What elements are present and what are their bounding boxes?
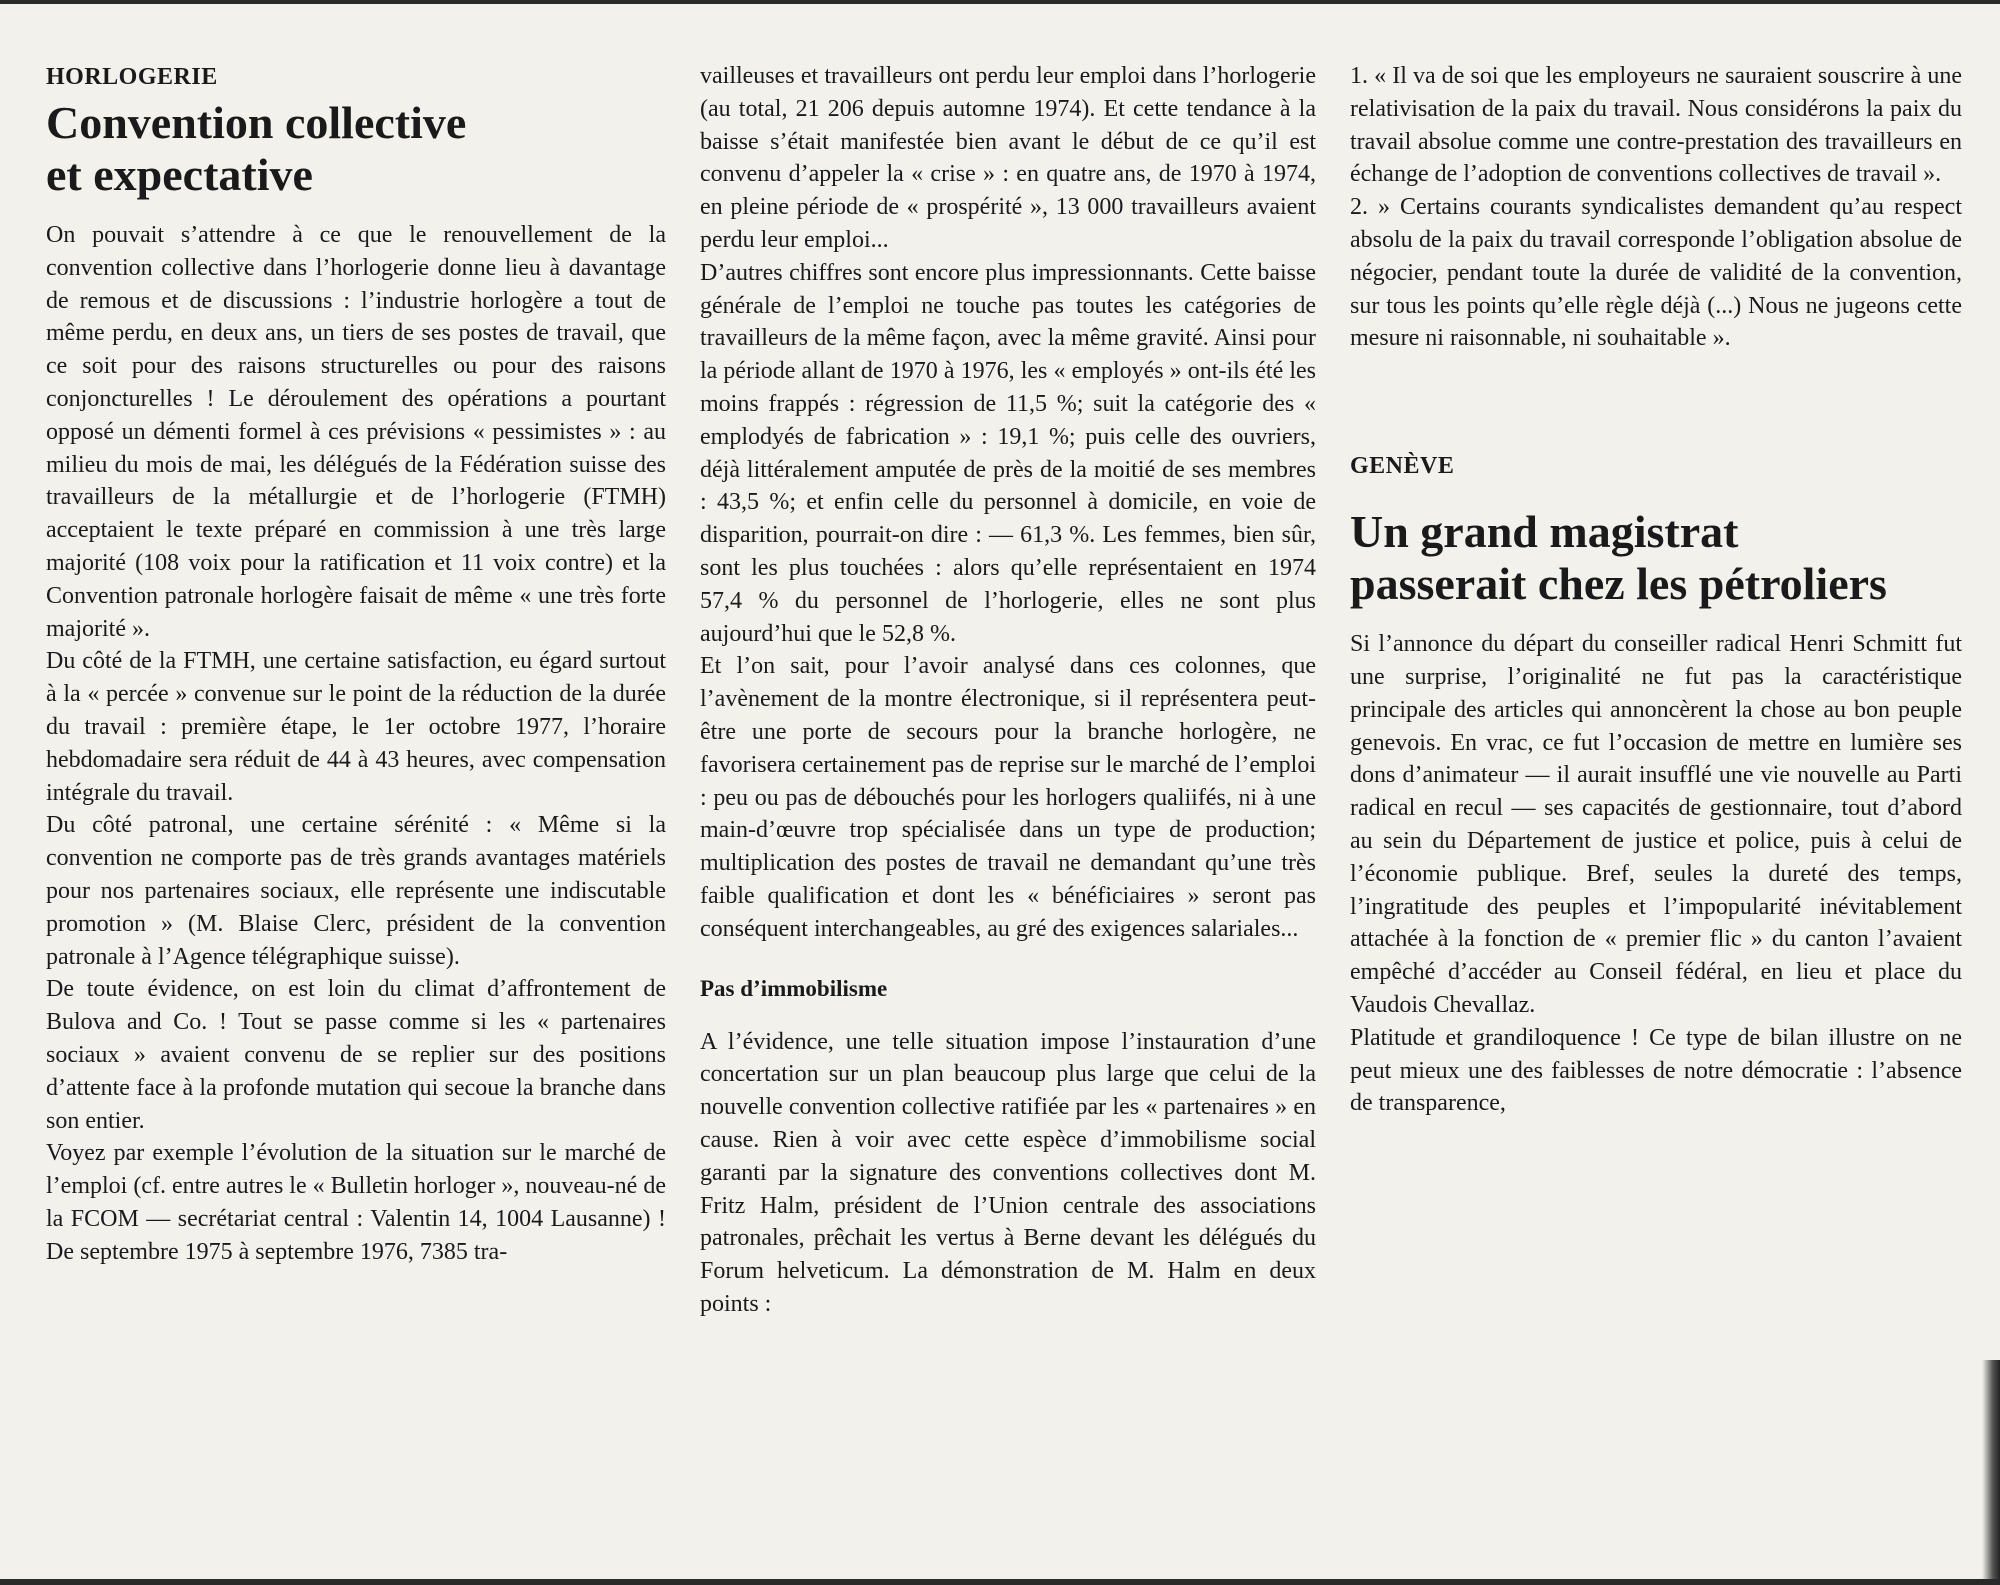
article1-paragraph: D’autres chiffres sont encore plus impressionnants. Cette baisse générale de l’emploi ne touche pas toutes les catégories de travailleurs de la même façon, avec la même gravité. Ainsi pour la période allant de 1970 à 1976, les « employés » ont-ils été les moins frappés : régression de 11,5 %; suit la catégorie des « emplodyés de fabrication » : 19,1 %; puis celle des ouvriers, déjà littéralement amputée de près de la moitié de ses membres : 43,5 %; et enfin celle du personnel à domicile, en voie de disparition, pourrait-on dire : — 61,3 %. Les femmes, bien sûr, sont les plus touchées : alors qu’elle représentaient en 1974 57,4 % du personnel de l’horlogerie, elles ne sont plus aujourd’hui que le 52,8 %. [700, 259, 1316, 647]
binding-shadow [1982, 1360, 2000, 1585]
article1-title-line1: Convention collective [46, 97, 467, 148]
article1-paragraph: Du côté de la FTMH, une certaine satisfaction, eu égard surtout à la « percée » convenue sur le point de la réduction de la durée du travail : première étape, le 1er octobre 1977, l’horaire hebdomadaire sera réduit de 44 à 43 heures, avec compensation intégrale du travail. [46, 648, 666, 806]
article1-headline [46, 97, 666, 201]
spacer [1350, 355, 1962, 449]
article1-title-line2: et expectative [46, 149, 313, 200]
top-rule [0, 0, 2000, 4]
article1-paragraph: On pouvait s’attendre à ce que le renouvellement de la convention collective dans l’horlogerie donne lieu à davantage de remous et de discussions : l’industrie horlogère a tout de même perdu, en deux ans, un tiers de ses postes de travail, que ce soit pour des raisons structurelles ou pour des raisons conjoncturelles ! Le déroulement des opérations a pourtant opposé un démenti formel à ces prévisions « pessimistes » : au milieu du mois de mai, les délégués de la Fédération suisse des travailleurs de la métallurgie et de l’horlogerie (FTMH) acceptaient le texte préparé en commission à une très large majorité (108 voix pour la ratification et 11 voix contre) et la Convention patronale horlogère faisait de même « une très forte majorité ». [46, 222, 666, 642]
article2-title-line2: passerait chez les pétroliers [1350, 558, 1887, 610]
article1-paragraph: Du côté patronal, une certaine sérénité : « Même si la convention ne comporte pas de très grands avantages matériels pour nos partenaires sociaux, elle représente une indiscutable promotion » (M. Blaise Clerc, président de la convention patronale à l’Agence télégraphique suisse). [46, 812, 666, 970]
article1-paragraph: A l’évidence, une telle situation impose l’instauration d’une concertation sur un plan beaucoup plus large que celui de la nouvelle convention collective ratifiée par les « partenaires » en cause. Rien à voir avec cette espèce d’immobilisme social garanti par la signature des conventions collectives dont M. Fritz Halm, président de l’Union centrale des associations patronales, prêchait les vertus à Berne devant les délégués du Forum helveticum. La démonstration de M. Halm en deux points : [700, 1028, 1316, 1317]
column-2 [700, 60, 1316, 1321]
column-3 [1350, 60, 1962, 1120]
bottom-rule [0, 1579, 2000, 1585]
column-1 [46, 60, 666, 1269]
article2-title-line1: Un grand magistrat [1350, 506, 1739, 558]
article2-headline [1350, 506, 1962, 610]
article1-paragraph: 2. » Certains courants syndicalistes demandent qu’au respect absolu de la paix du travail corresponde l’obligation absolue de négocier, pendant toute la durée de validité de la convention, sur tous les points qu’elle règle déjà (...) Nous ne jugeons cette mesure ni raisonnable, ni souhaitable ». [1350, 194, 1962, 352]
spacer [700, 946, 1316, 976]
article1-paragraph: Voyez par exemple l’évolution de la situation sur le marché de l’emploi (cf. entre autres le « Bulletin horloger », nouveau-né de la FCOM — secrétariat central : Valentin 14, 1004 Lausanne) ! De septembre 1975 à septembre 1976, 7385 tra- [46, 1140, 666, 1265]
article2-paragraph: Platitude et grandiloquence ! Ce type de bilan illustre on ne peut mieux une des faiblesses de notre démocratie : l’absence de transparence, [1350, 1024, 1962, 1117]
article2-kicker: GENÈVE [1350, 453, 1455, 480]
article1-paragraph: 1. « Il va de soi que les employeurs ne sauraient souscrire à une relativisation de la paix du travail. Nous considérons la paix du travail absolue comme une contre-prestation des travailleurs en échange de l’adoption de conventions collectives de travail ». [1350, 63, 1962, 188]
article1-kicker: HORLOGERIE [46, 64, 218, 90]
article2-paragraph: Si l’annonce du départ du conseiller radical Henri Schmitt fut une surprise, l’originalité ne fut pas la caractéristique principale des articles qui annoncèrent la chose au bon peuple genevois. En vrac, ce fut l’occasion de mettre en lumière ses dons d’animateur — il aurait insufflé une vie nouvelle au Parti radical en recul — ses capacités de gestionnaire, tout d’abord au sein du Département de justice et police, puis à celui de l’économie publique. Bref, seules la dureté des temps, l’ingratitude des peuples et l’impopularité inévitablement attachée à la fonction de « premier flic » du canton l’avaient empêché d’accéder au Conseil fédéral, en lieu et place du Vaudois Chevallaz. [1350, 631, 1962, 1018]
article1-paragraph: Et l’on sait, pour l’avoir analysé dans ces colonnes, que l’avènement de la montre électronique, si il représentera peut-être une porte de secours pour la branche horlogère, ne favorisera certainement pas de reprise sur le marché de l’emploi : peu ou pas de débouchés pour les horlogers qualiifés, ni à une main-d’œuvre trop spécialisée dans un type de production; multiplication des postes de travail ne demandant qu’une très faible qualification et dont les « bénéficiaires » seront pas conséquent interchangeables, au gré des exigences salariales... [700, 653, 1316, 942]
article1-subhead: Pas d’immobilisme [700, 975, 888, 1001]
article1-paragraph: vailleuses et travailleurs ont perdu leur emploi dans l’horlogerie (au total, 21 206 depuis automne 1974). Et cette tendance à la baisse s’était manifestée bien avant le début de ce qu’il est convenu d’appeler la « crise » : en quatre ans, de 1970 à 1974, en pleine période de « prospérité », 13 000 travailleurs avaient perdu leur emploi... [700, 63, 1316, 253]
article1-paragraph: De toute évidence, on est loin du climat d’affrontement de Bulova and Co. ! Tout se passe comme si les « partenaires sociaux » avaient convenu de se replier sur des positions d’attente face à la profonde mutation qui secoue la branche dans son entier. [46, 976, 666, 1134]
